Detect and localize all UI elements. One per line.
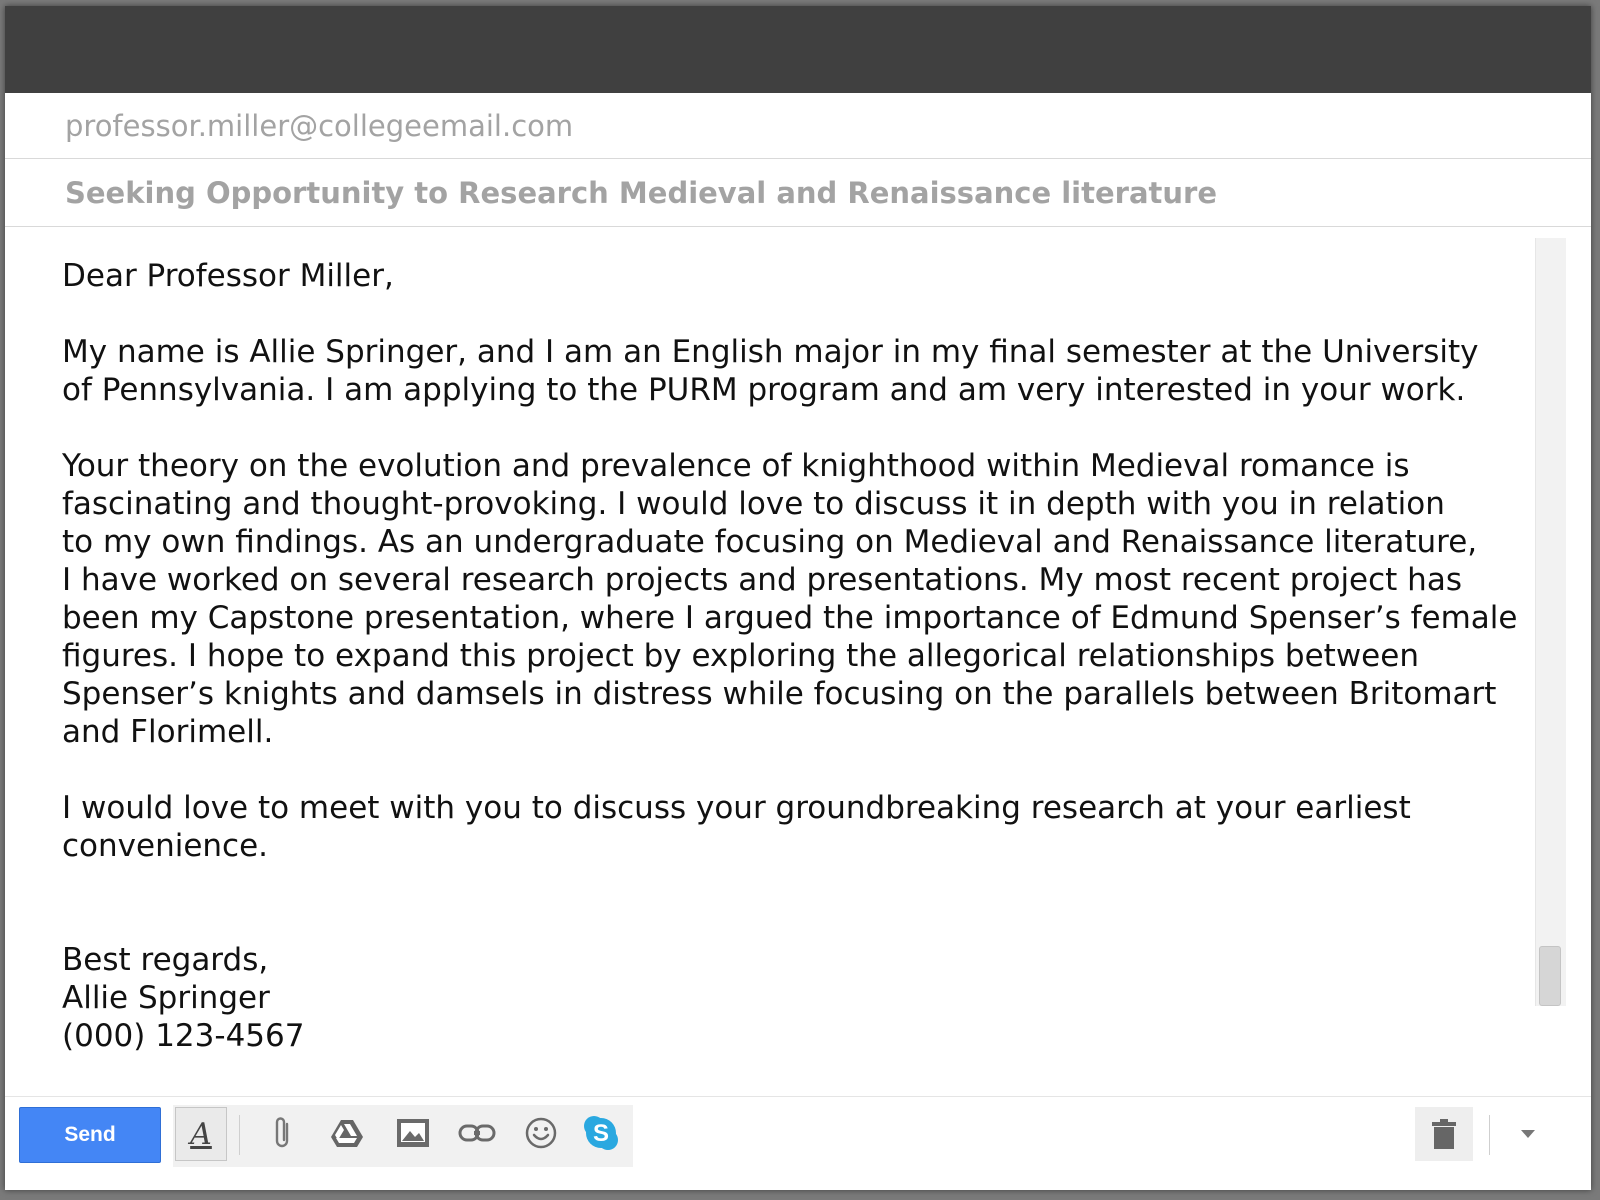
- body-line: to my own findings. As an undergraduate focusing on Medieval and Renaissance literature,: [62, 524, 1478, 560]
- format-label: A: [190, 1116, 212, 1152]
- message-text: [62, 257, 1535, 1055]
- body-line: I would love to meet with you to discuss your groundbreaking research at your earliest: [62, 790, 1411, 826]
- photo-icon[interactable]: [391, 1111, 435, 1155]
- more-options-icon[interactable]: [1513, 1117, 1543, 1151]
- toolbar-divider: [1489, 1115, 1490, 1155]
- body-line: and Florimell.: [62, 714, 274, 750]
- send-button[interactable]: Send: [19, 1107, 161, 1163]
- message-body[interactable]: [5, 227, 1535, 1103]
- body-line: fascinating and thought-provoking. I would love to discuss it in depth with you in relation: [62, 486, 1445, 522]
- attach-icon[interactable]: [261, 1111, 305, 1155]
- body-line: convenience.: [62, 828, 269, 864]
- subject-text[interactable]: Seeking Opportunity to Research Medieval and Renaissance literature: [65, 175, 1217, 210]
- to-field[interactable]: [5, 93, 1591, 159]
- emoji-icon[interactable]: [519, 1111, 563, 1155]
- drive-icon[interactable]: [325, 1111, 369, 1155]
- closing-line: Best regards,: [62, 942, 269, 978]
- toolbar-divider: [239, 1115, 240, 1155]
- body-line: of Pennsylvania. I am applying to the PURM program and am very interested in your work.: [62, 372, 1466, 408]
- body-line: I have worked on several research projects and presentations. My most recent project has: [62, 562, 1462, 598]
- link-icon[interactable]: [455, 1111, 499, 1155]
- title-bar[interactable]: [5, 6, 1591, 93]
- body-line: Your theory on the evolution and prevalence of knighthood within Medieval romance is: [62, 448, 1410, 484]
- scrollbar-thumb[interactable]: [1539, 946, 1561, 1006]
- signature-name: Allie Springer: [62, 980, 270, 1016]
- body-line: figures. I hope to expand this project by exploring the allegorical relationships between: [62, 638, 1419, 674]
- text-format-icon[interactable]: [175, 1107, 227, 1161]
- skype-icon[interactable]: [579, 1111, 623, 1155]
- body-line: been my Capstone presentation, where I argued the importance of Edmund Spenser’s female: [62, 600, 1518, 636]
- compose-toolbar: [5, 1096, 1591, 1190]
- subject-field[interactable]: [5, 159, 1591, 227]
- to-recipient[interactable]: professor.miller@collegeemail.com: [65, 108, 574, 143]
- body-line: Spenser’s knights and damsels in distress while focusing on the parallels between Britomart: [62, 676, 1497, 712]
- trash-icon[interactable]: [1415, 1107, 1473, 1161]
- svg-text:S: S: [592, 1120, 610, 1147]
- scrollbar-track[interactable]: [1535, 238, 1566, 1006]
- body-line: My name is Allie Springer, and I am an English major in my final semester at the University: [62, 334, 1479, 370]
- greeting-line: Dear Professor Miller,: [62, 258, 394, 294]
- signature-phone: (000) 123-4567: [62, 1018, 305, 1054]
- compose-window: [5, 6, 1591, 1190]
